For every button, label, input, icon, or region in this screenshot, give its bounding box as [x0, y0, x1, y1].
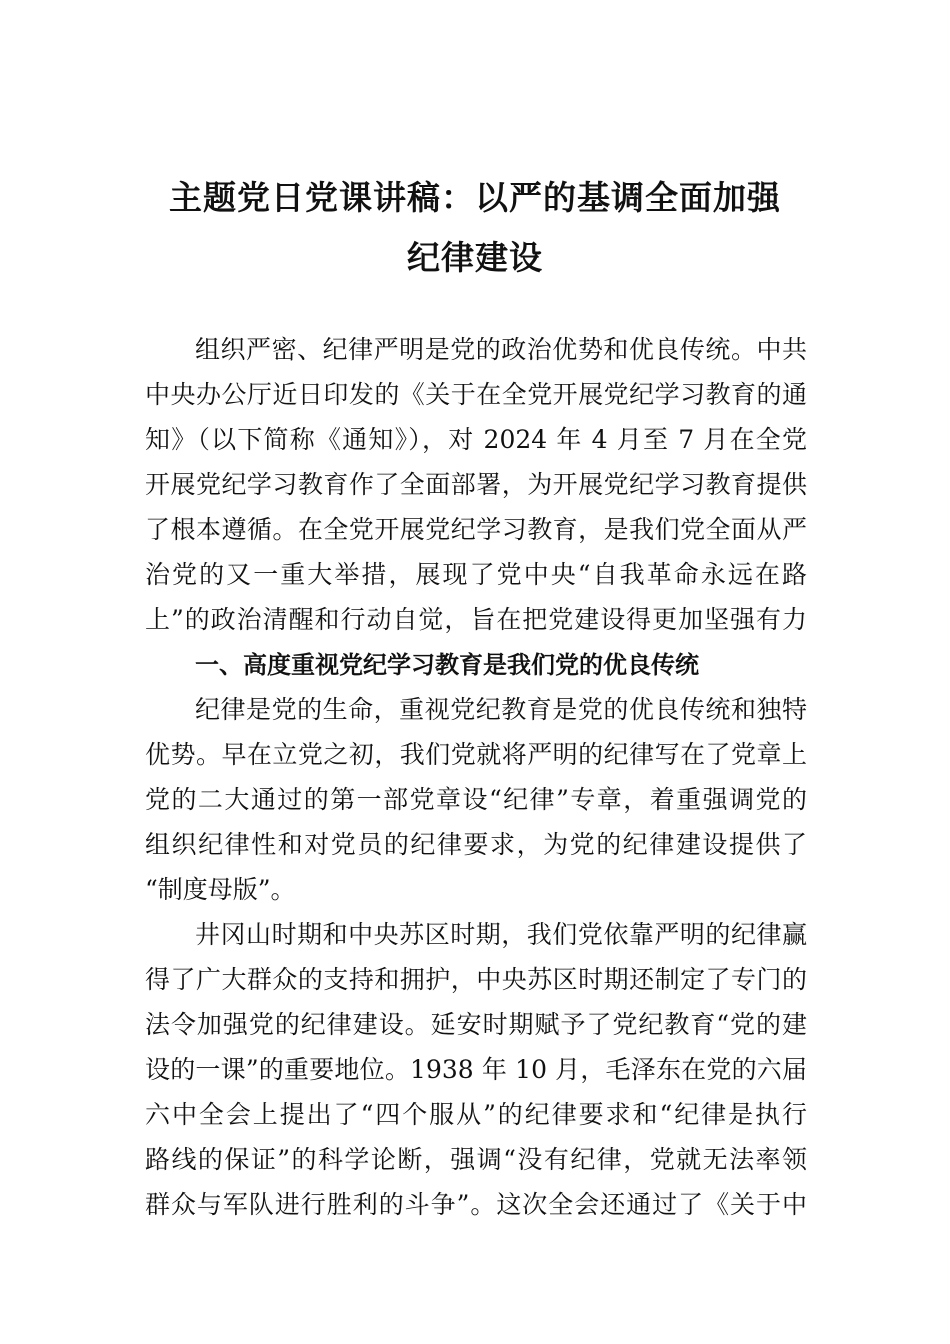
title-line-1: 主题党日党课讲稿：以严的基调全面加强: [169, 178, 781, 217]
text-line: 党的二大通过的第一部党章设“纪律”专章，着重强调党的: [145, 785, 807, 814]
text-line: 得了广大群众的支持和拥护，中央苏区时期还制定了专门的: [145, 965, 807, 994]
text-line: 组织严密、纪律严明是党的政治优势和优良传统。中共: [195, 335, 807, 364]
text-line: 纪律是党的生命，重视党纪教育是党的优良传统和独特: [195, 695, 807, 724]
text-line: 知》（以下简称《通知》），对 2024 年 4 月至 7 月在全党: [145, 425, 807, 454]
text-line: 治党的又一重大举措，展现了党中央“自我革命永远在路: [145, 560, 807, 589]
text-line: 开展党纪学习教育作了全面部署，为开展党纪学习教育提供: [145, 470, 807, 499]
text-line: 组织纪律性和对党员的纪律要求，为党的纪律建设提供了: [145, 830, 807, 859]
title-line-2: 纪律建设: [407, 238, 543, 277]
text-line: 法令加强党的纪律建设。延安时期赋予了党纪教育“党的建: [145, 1010, 807, 1039]
document-title: [120, 168, 830, 288]
text-line: “制度母版”。: [145, 875, 296, 904]
text-line: 设的一课”的重要地位。1938 年 10 月，毛泽东在党的六届: [145, 1055, 807, 1084]
text-line: 路线的保证”的科学论断，强调“没有纪律，党就无法率领: [145, 1145, 807, 1174]
text-line: 井冈山时期和中央苏区时期，我们党依靠严明的纪律赢: [195, 920, 807, 949]
text-line: 中央办公厅近日印发的《关于在全党开展党纪学习教育的通: [145, 380, 807, 409]
section-heading: 一、高度重视党纪学习教育是我们党的优良传统: [195, 651, 699, 679]
text-line: 了根本遵循。在全党开展党纪学习教育，是我们党全面从严: [145, 515, 807, 544]
text-line: 六中全会上提出了“四个服从”的纪律要求和“纪律是执行: [145, 1100, 807, 1129]
text-line: 优势。早在立党之初，我们党就将严明的纪律写在了党章上: [145, 740, 807, 769]
text-line: 群众与军队进行胜利的斗争”。这次全会还通过了《关于中: [145, 1190, 807, 1219]
text-line: 上”的政治清醒和行动自觉，旨在把党建设得更加坚强有力: [145, 605, 807, 634]
